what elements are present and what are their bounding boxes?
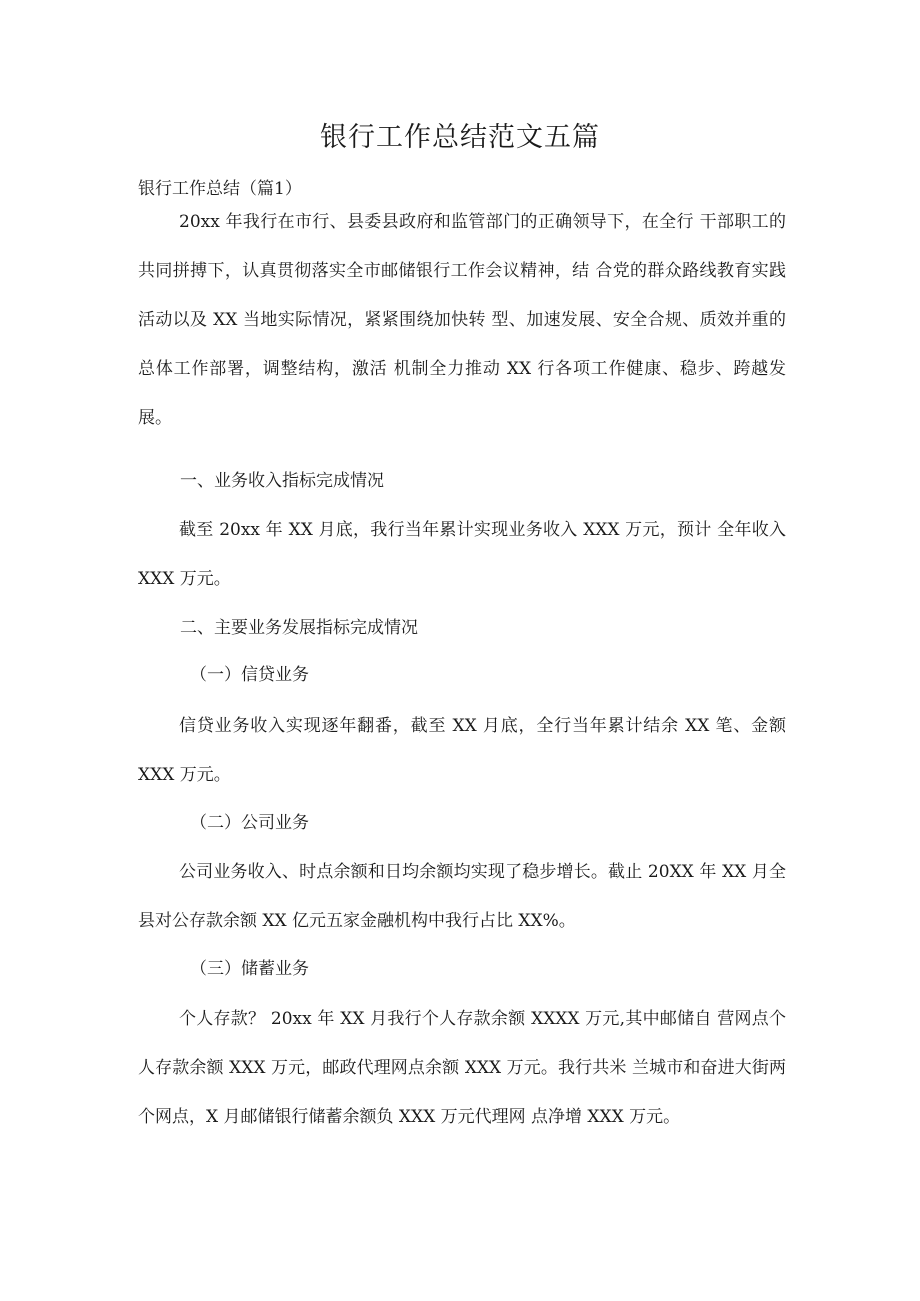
sub2-paragraph: 公司业务收入、时点余额和日均余额均实现了稳步增长。截止 20XX 年 XX 月全县对公存款余额 XX 亿元五家金融机构中我行占比 XX%。	[138, 862, 786, 931]
sub3-heading: （三）储蓄业务	[190, 959, 309, 979]
section1-heading: 一、业务收入指标完成情况	[180, 471, 384, 491]
document-subtitle: 银行工作总结（篇1）	[138, 179, 302, 199]
section2-heading: 二、主要业务发展指标完成情况	[180, 618, 418, 638]
sub3-paragraph: 个人存款？ 20xx 年 XX 月我行个人存款余额 XXXX 万元,其中邮储自 营网点个人存款余额 XXX 万元，邮政代理网点余额 XXX 万元。我行共米 兰城市和奋进大街两个网点，X 月邮储银行储蓄余额负 XXX 万元代理网 点净增 XXX 万元。	[138, 1009, 786, 1127]
document-title: 银行工作总结范文五篇	[320, 122, 600, 153]
intro-paragraph: 20xx 年我行在市行、县委县政府和监管部门的正确领导下，在全行 干部职工的共同拼搏下，认真贯彻落实全市邮储银行工作会议精神，结 合党的群众路线教育实践活动以及 XX 当地实际情况，紧紧围绕加快转 型、加速发展、安全合规、质效并重的总体工作部署，调整结构，激活 机制全力推动 XX 行各项工作健康、稳步、跨越发展。	[138, 212, 786, 428]
sub1-paragraph: 信贷业务收入实现逐年翻番，截至 XX 月底，全行当年累计结余 XX 笔、金额 XXX 万元。	[138, 716, 786, 785]
sub1-heading: （一）信贷业务	[190, 665, 309, 685]
section1-paragraph: 截至 20xx 年 XX 月底，我行当年累计实现业务收入 XXX 万元，预计 全年收入 XXX 万元。	[138, 520, 786, 589]
sub2-heading: （二）公司业务	[190, 813, 309, 833]
